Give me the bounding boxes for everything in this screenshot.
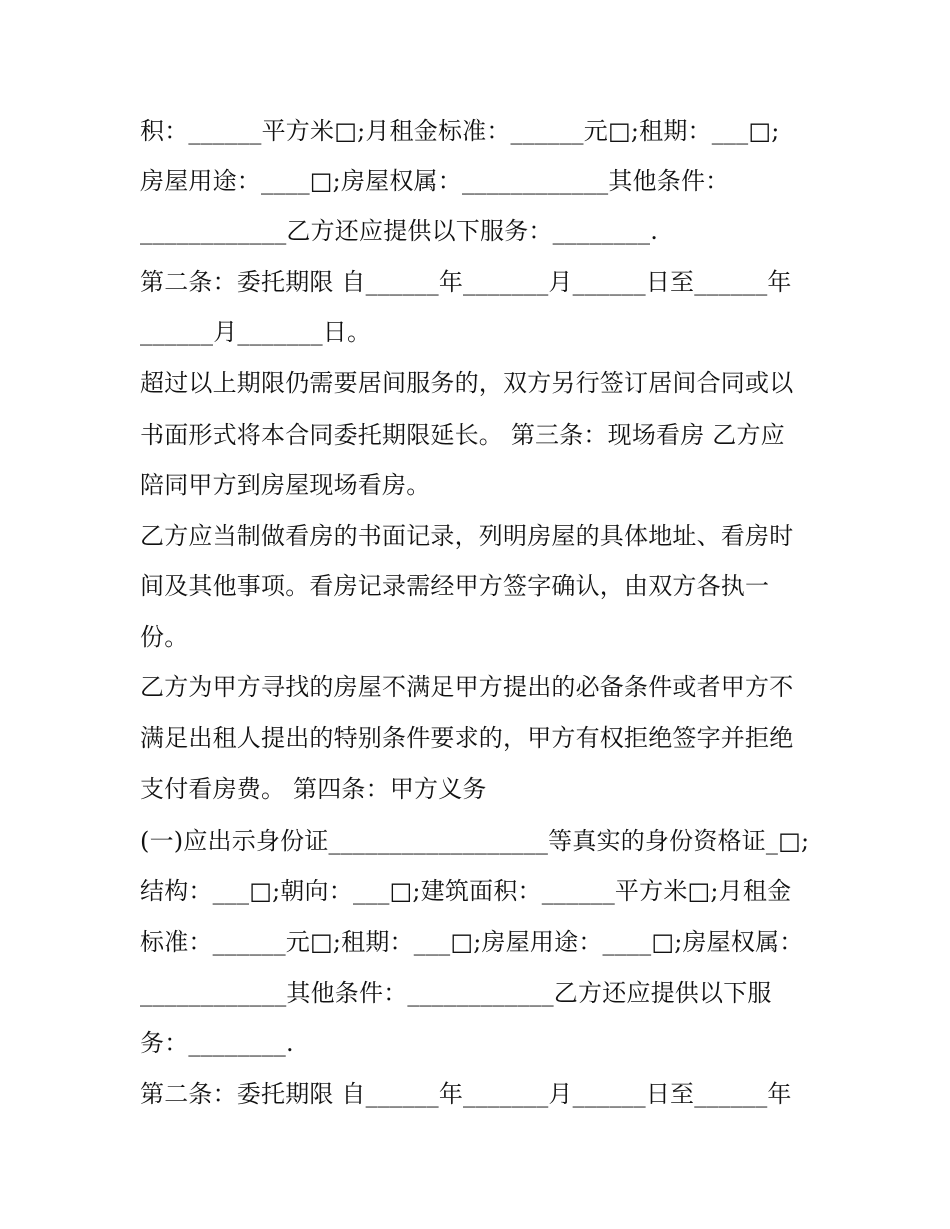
text-line: 积：______平方米□;月租金标准：______元□;租期：___□;	[140, 117, 780, 145]
text-line: 房屋用途：____□;房屋权属：____________其他条件：	[140, 167, 730, 195]
text-line: 陪同甲方到房屋现场看房。	[140, 471, 431, 499]
text-line: 支付看房费。 第四条：甲方义务	[140, 775, 487, 803]
text-line: 超过以上期限仍需要居间服务的，双方另行签订居间合同或以	[140, 369, 794, 397]
text-line: 结构：___□;朝向：___□;建筑面积：______平方米□;月租金	[140, 877, 792, 905]
text-line: 间及其他事项。看房记录需经甲方签字确认，由双方各执一	[140, 572, 770, 600]
text-line: 务：________.	[140, 1029, 294, 1057]
text-line: 第二条：委托期限 自______年_______月______日至______年	[140, 268, 792, 296]
text-line: (一)应出示身份证__________________等真实的身份资格证_□;	[140, 827, 810, 855]
text-line: 书面形式将本合同委托期限延长。 第三条：现场看房 乙方应	[140, 421, 785, 449]
text-line: ____________其他条件：____________乙方还应提供以下服	[140, 979, 772, 1007]
text-line: ______月_______日。	[140, 318, 372, 346]
text-line: 乙方为甲方寻找的房屋不满足甲方提出的必备条件或者甲方不	[140, 673, 794, 701]
text-line: 乙方应当制做看房的书面记录，列明房屋的具体地址、看房时	[140, 522, 794, 550]
text-line: ____________乙方还应提供以下服务：________.	[140, 217, 659, 245]
text-line: 满足出租人提出的特别条件要求的，甲方有权拒绝签字并拒绝	[140, 724, 794, 752]
text-line: 份。	[140, 623, 189, 651]
text-line: 标准：______元□;租期：___□;房屋用途：____□;房屋权属：	[140, 928, 804, 956]
text-line: 第二条：委托期限 自______年_______月______日至______年	[140, 1080, 792, 1108]
